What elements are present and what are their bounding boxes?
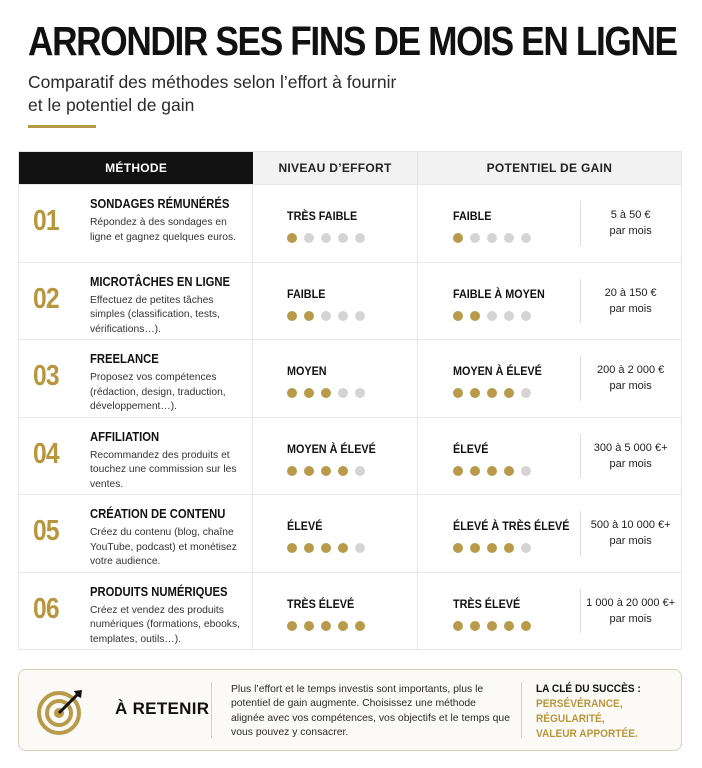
effort-cell (253, 340, 418, 417)
level-dot (321, 388, 331, 398)
method-description: Proposez vos compétences (rédaction, design, traduction, développement…). (90, 372, 226, 412)
method-number: 03 (33, 360, 59, 392)
effort-rating (287, 233, 365, 243)
summary-divider (211, 682, 212, 738)
gain-amount: 500 à 10 000 €+ (590, 519, 671, 532)
title-underline (28, 125, 96, 128)
level-dot (338, 543, 348, 553)
level-dot (338, 621, 348, 631)
key-item: RÉGULARITÉ, (536, 713, 605, 725)
level-dot (470, 311, 480, 321)
gain-label: MOYEN À ÉLEVÉ (452, 364, 542, 378)
level-dot (521, 621, 531, 631)
gain-cell (418, 418, 581, 495)
table-row (19, 339, 681, 417)
amount-cell (580, 495, 681, 572)
gain-rating (453, 233, 531, 243)
gain-rating (453, 543, 531, 553)
page-title: ARRONDIR SES FINS DE MOIS EN LIGNE (28, 18, 677, 64)
amount-cell (580, 263, 681, 340)
gain-label: TRÈS ÉLEVÉ (452, 596, 521, 611)
table-row (19, 262, 681, 340)
effort-cell (253, 263, 418, 340)
level-dot (487, 543, 497, 553)
level-dot (304, 466, 314, 476)
level-dot (487, 233, 497, 243)
key-title: LA CLÉ DU SUCCÈS : (536, 683, 641, 695)
level-dot (355, 466, 365, 476)
gain-rating (453, 466, 531, 476)
amount-cell (580, 185, 681, 262)
gain-period: par mois (609, 380, 652, 393)
level-dot (487, 388, 497, 398)
table-body (19, 184, 681, 649)
effort-rating (287, 621, 365, 631)
level-dot (304, 233, 314, 243)
level-dot (453, 388, 463, 398)
gain-period: par mois (609, 302, 652, 315)
gain-period: par mois (609, 225, 652, 238)
gain-label: FAIBLE À MOYEN (452, 286, 545, 301)
effort-label: TRÈS FAIBLE (287, 209, 358, 223)
level-dot (287, 233, 297, 243)
level-dot (521, 233, 531, 243)
method-cell (19, 573, 253, 650)
method-name: SONDAGES RÉMUNÉRÉS (90, 197, 230, 211)
level-dot (304, 621, 314, 631)
level-dot (355, 233, 365, 243)
level-dot (287, 621, 297, 631)
effort-rating (287, 466, 365, 476)
gain-cell (418, 573, 581, 650)
gain-rating (453, 621, 531, 631)
level-dot (287, 311, 297, 321)
level-dot (304, 543, 314, 553)
method-cell (19, 495, 253, 572)
effort-cell (253, 495, 418, 572)
level-dot (338, 388, 348, 398)
page-subtitle (28, 71, 448, 117)
level-dot (487, 311, 497, 321)
header-method: MÉTHODE (19, 152, 253, 184)
level-dot (304, 388, 314, 398)
level-dot (521, 543, 531, 553)
level-dot (521, 388, 531, 398)
gain-label: ÉLEVÉ À TRÈS ÉLEVÉ (452, 519, 570, 533)
level-dot (470, 233, 480, 243)
level-dot (304, 311, 314, 321)
gain-cell (418, 185, 581, 262)
level-dot (521, 466, 531, 476)
method-description: Créez du contenu (blog, chaîne YouTube, podcast) et monétisez votre audience. (90, 527, 237, 567)
header-effort: NIVEAU D’EFFORT (253, 152, 418, 184)
effort-cell (253, 418, 418, 495)
gain-cell (418, 495, 581, 572)
method-name: PRODUITS NUMÉRIQUES (90, 584, 228, 599)
method-description: Répondez à des sondages en ligne et gagnez quelques euros. (90, 217, 236, 243)
level-dot (470, 621, 480, 631)
method-name: MICROTÂCHES EN LIGNE (90, 274, 231, 289)
method-name: FREELANCE (90, 352, 159, 366)
gain-amount: 300 à 5 000 €+ (593, 441, 668, 454)
amount-cell (580, 340, 681, 417)
level-dot (504, 233, 514, 243)
effort-label: ÉLEVÉ (287, 519, 323, 533)
target-icon (37, 687, 85, 735)
gain-amount: 20 à 150 € (604, 286, 657, 299)
effort-rating (287, 543, 365, 553)
level-dot (470, 466, 480, 476)
level-dot (504, 621, 514, 631)
level-dot (487, 621, 497, 631)
effort-cell (253, 185, 418, 262)
table-row (19, 572, 681, 650)
gain-period: par mois (609, 535, 652, 548)
key-item: VALEUR APPORTÉE. (536, 728, 638, 740)
method-number: 04 (33, 437, 59, 470)
subtitle-line-2: et le potentiel de gain (28, 95, 195, 115)
method-number: 05 (33, 515, 59, 547)
level-dot (355, 388, 365, 398)
gain-amount: 5 à 50 € (610, 209, 651, 222)
level-dot (321, 543, 331, 553)
method-name: AFFILIATION (90, 429, 160, 444)
level-dot (338, 466, 348, 476)
table-row (19, 494, 681, 572)
level-dot (453, 311, 463, 321)
gain-label: ÉLEVÉ (452, 441, 489, 456)
level-dot (287, 466, 297, 476)
level-dot (521, 311, 531, 321)
level-dot (321, 621, 331, 631)
gain-period: par mois (609, 457, 652, 470)
method-number: 02 (33, 282, 59, 315)
effort-cell (253, 573, 418, 650)
level-dot (355, 621, 365, 631)
effort-label: FAIBLE (287, 286, 326, 301)
amount-cell (580, 573, 681, 650)
method-cell (19, 263, 253, 340)
effort-label: MOYEN (287, 364, 327, 378)
summary-note: Plus l’effort et le temps investis sont importants, plus le potentiel de gain augmente. Choisissez une méthode alignée avec vos compétences, vos objectifs et le temps que vous pouvez y consacrer. (231, 684, 510, 739)
gain-amount: 1 000 à 20 000 €+ (586, 596, 676, 609)
comparison-table (18, 151, 682, 650)
gain-cell (418, 340, 581, 417)
level-dot (338, 233, 348, 243)
table-row (19, 417, 681, 495)
level-dot (504, 543, 514, 553)
level-dot (504, 311, 514, 321)
method-cell (19, 340, 253, 417)
effort-label: MOYEN À ÉLEVÉ (287, 441, 377, 456)
level-dot (355, 311, 365, 321)
key-item: PERSÉVÉRANCE, (536, 698, 623, 710)
summary-box (18, 669, 682, 751)
level-dot (470, 543, 480, 553)
level-dot (287, 543, 297, 553)
level-dot (504, 466, 514, 476)
gain-period: par mois (609, 612, 652, 625)
level-dot (470, 388, 480, 398)
level-dot (321, 311, 331, 321)
subtitle-line-1: Comparatif des méthodes selon l’effort à fournir (28, 72, 397, 92)
level-dot (321, 466, 331, 476)
method-cell (19, 185, 253, 262)
level-dot (453, 621, 463, 631)
method-cell (19, 418, 253, 495)
gain-cell (418, 263, 581, 340)
level-dot (453, 233, 463, 243)
level-dot (355, 543, 365, 553)
level-dot (504, 388, 514, 398)
amount-cell (580, 418, 681, 495)
level-dot (487, 466, 497, 476)
method-name: CRÉATION DE CONTENU (90, 507, 226, 521)
level-dot (321, 233, 331, 243)
method-number: 01 (33, 205, 59, 237)
level-dot (453, 466, 463, 476)
effort-rating (287, 311, 365, 321)
level-dot (453, 543, 463, 553)
gain-amount: 200 à 2 000 € (596, 364, 665, 377)
table-header (19, 152, 681, 184)
gain-rating (453, 311, 531, 321)
table-row (19, 184, 681, 262)
gain-label: FAIBLE (452, 209, 492, 223)
method-description: Effectuez de petites tâches simples (classification, tests, vérifications…). (90, 294, 220, 335)
method-number: 06 (33, 592, 59, 625)
method-description: Créez et vendez des produits numériques (formations, ebooks, templates, outils…). (90, 604, 240, 645)
effort-label: TRÈS ÉLEVÉ (287, 596, 355, 611)
summary-label: À RETENIR (115, 699, 210, 718)
effort-rating (287, 388, 365, 398)
summary-divider (521, 682, 522, 738)
gain-rating (453, 388, 531, 398)
header-gain: POTENTIEL DE GAIN (418, 152, 681, 184)
method-description: Recommandez des produits et touchez une commission sur les ventes. (90, 449, 237, 490)
level-dot (287, 388, 297, 398)
level-dot (338, 311, 348, 321)
